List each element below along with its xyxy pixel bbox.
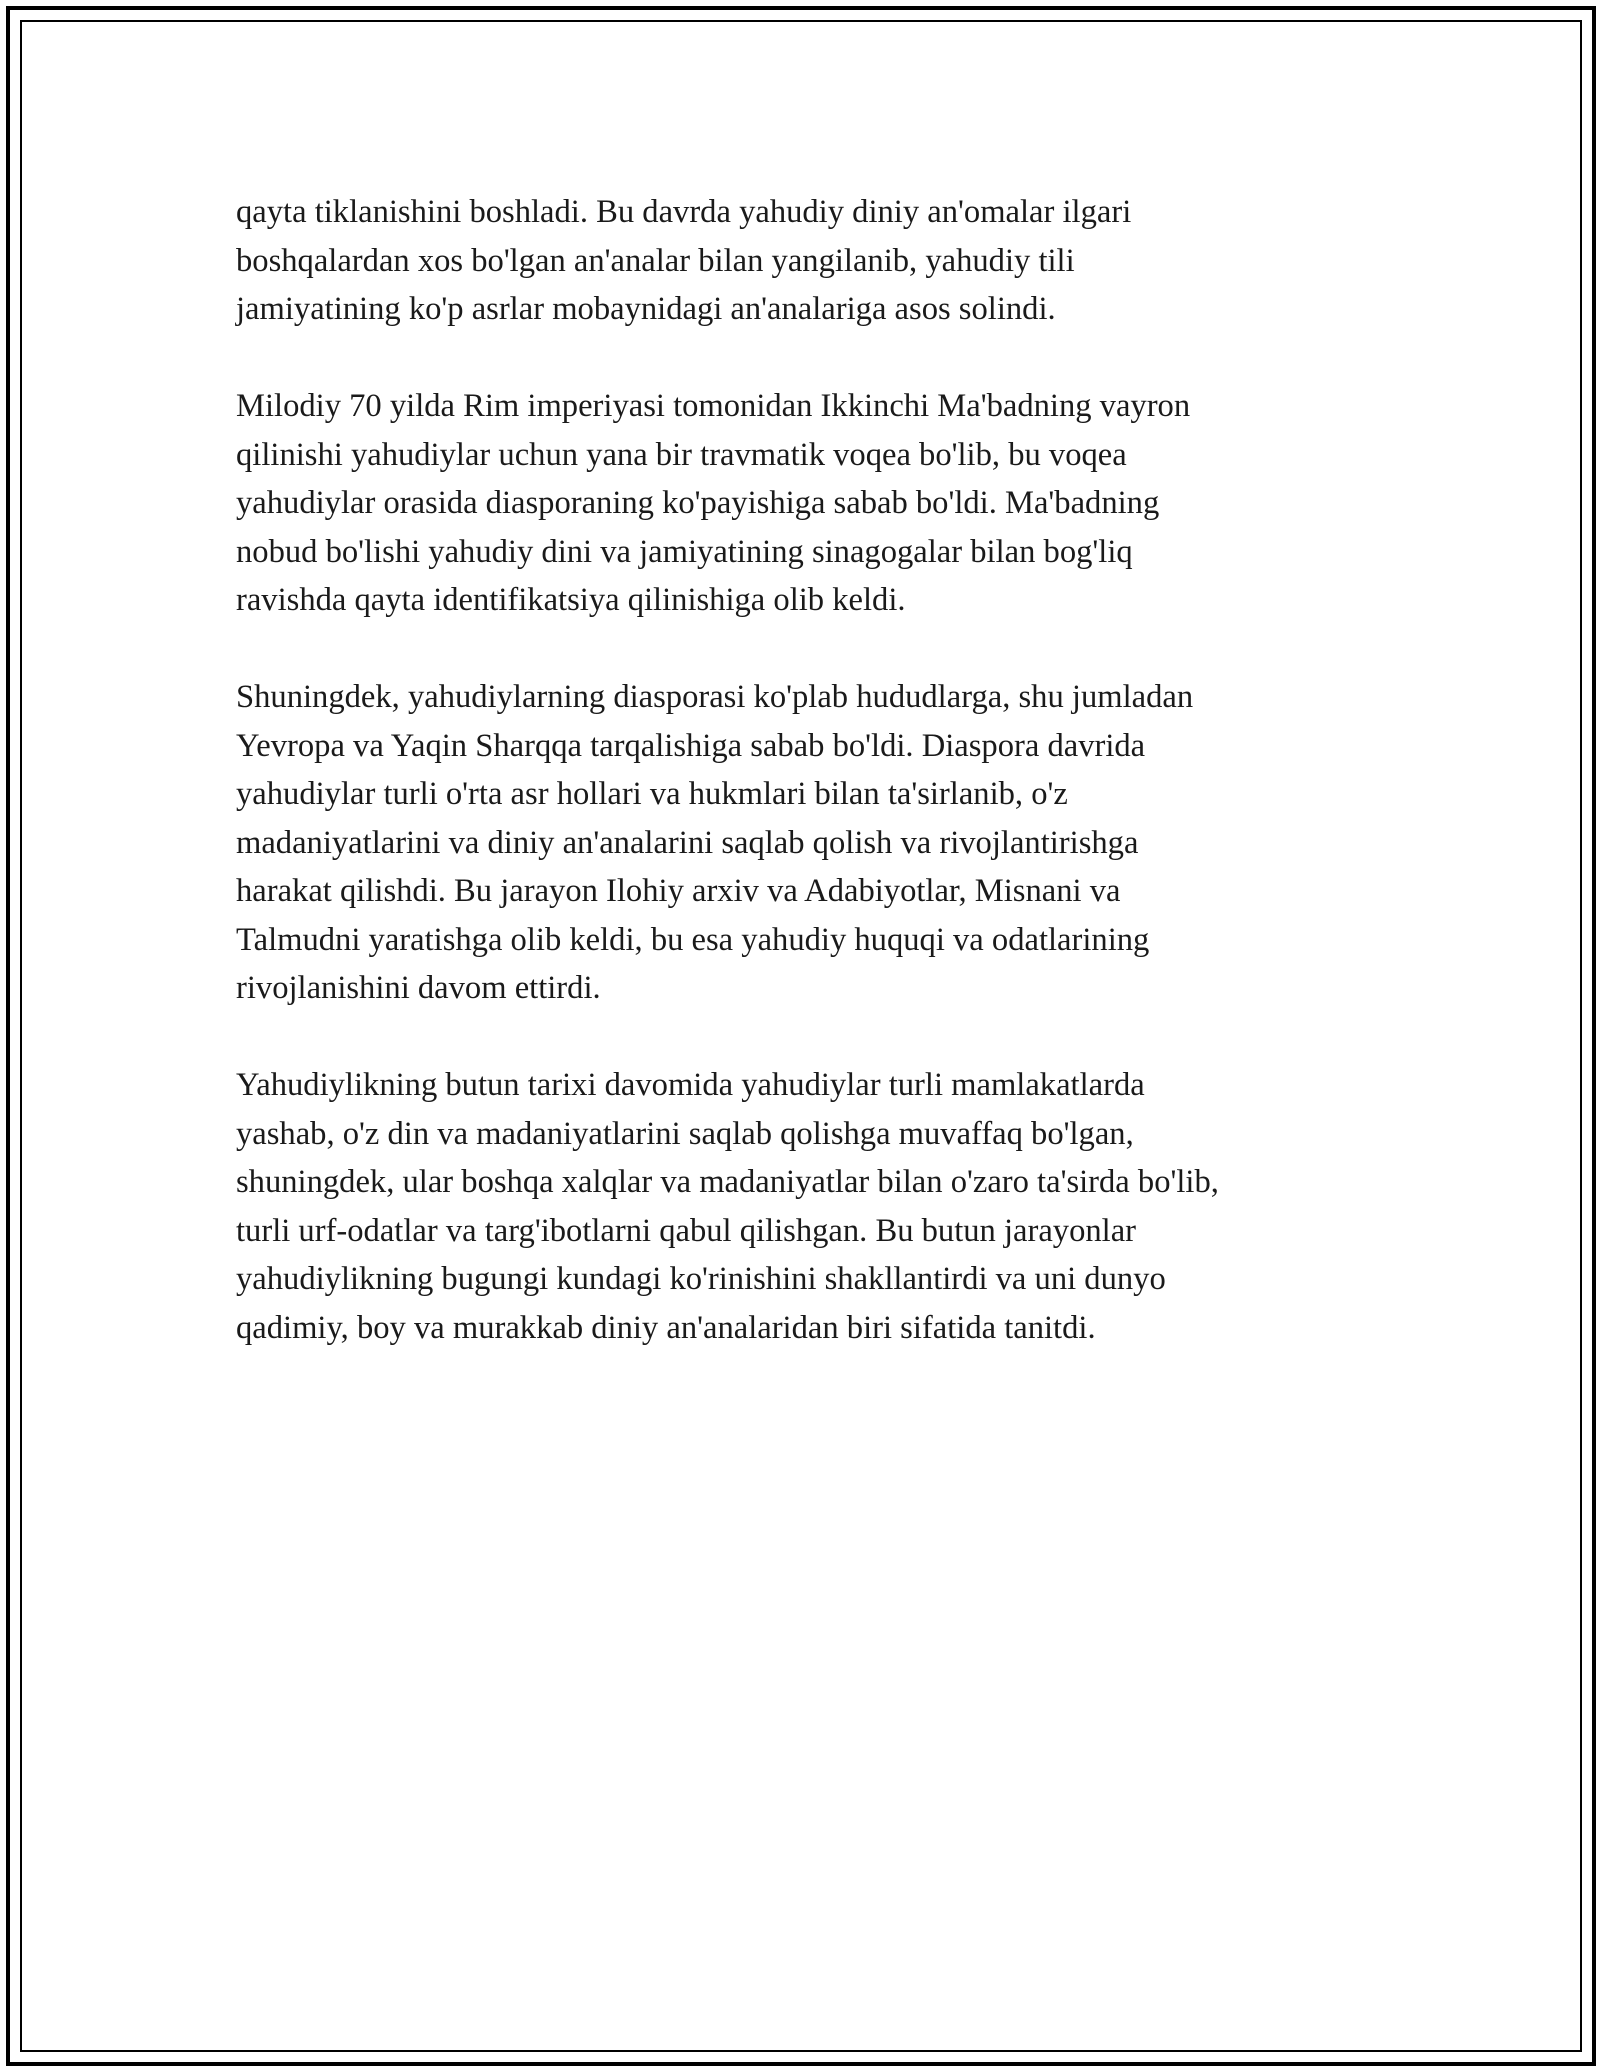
paragraph-3: Shuningdek, yahudiylarning diasporasi ko'plab hududlarga, shu jumladan Yevropa va Yaqin Sharqqa tarqalishiga sabab bo'ldi. Diaspora davrida yahudiylar turli o'rta asr hollari va hukmlari bilan ta'sirlanib, o'z madaniyatlarini va diniy an'analarini saqlab qolish va rivojlantirishga harakat qilishdi. Bu jarayon Ilohiy arxiv va Adabiyotlar, Misnani va Talmudni yaratishga olib keldi, bu esa yahudiy huquqi va odatlarining rivojlanishini davom ettirdi. <box>236 679 1194 1006</box>
document-body <box>236 188 1366 1401</box>
paragraph-2: Milodiy 70 yilda Rim imperiyasi tomonidan Ikkinchi Ma'badning vayron qilinishi yahudiylar uchun yana bir travmatik voqea bo'lib, bu voqea yahudiylar orasida diasporaning ko'payishiga sabab bo'ldi. Ma'badning nobud bo'lishi yahudiy dini va jamiyatining sinagogalar bilan bog'liq ravishda qayta identifikatsiya qilinishiga olib keldi. <box>236 388 1191 618</box>
paragraph-4: Yahudiylikning butun tarixi davomida yahudiylar turli mamlakatlarda yashab, o'z din va madaniyatlarini saqlab qolishga muvaffaq bo'lgan, shuningdek, ular boshqa xalqlar va madaniyatlar bilan o'zaro ta'sirda bo'lib, turli urf-odatlar va targ'ibotlarni qabul qilishgan. Bu butun jarayonlar yahudiylikning bugungi kundagi ko'rinishini shakllantirdi va uni dunyo qadimiy, boy va murakkab diniy an'analaridan biri sifatida tanitdi. <box>236 1067 1219 1346</box>
paragraph-1: qayta tiklanishini boshladi. Bu davrda yahudiy diniy an'omalar ilgari boshqalardan xos bo'lgan an'analar bilan yangilanib, yahudiy tili jamiyatining ko'p asrlar mobaynidagi an'analariga asos solindi. <box>236 194 1132 327</box>
